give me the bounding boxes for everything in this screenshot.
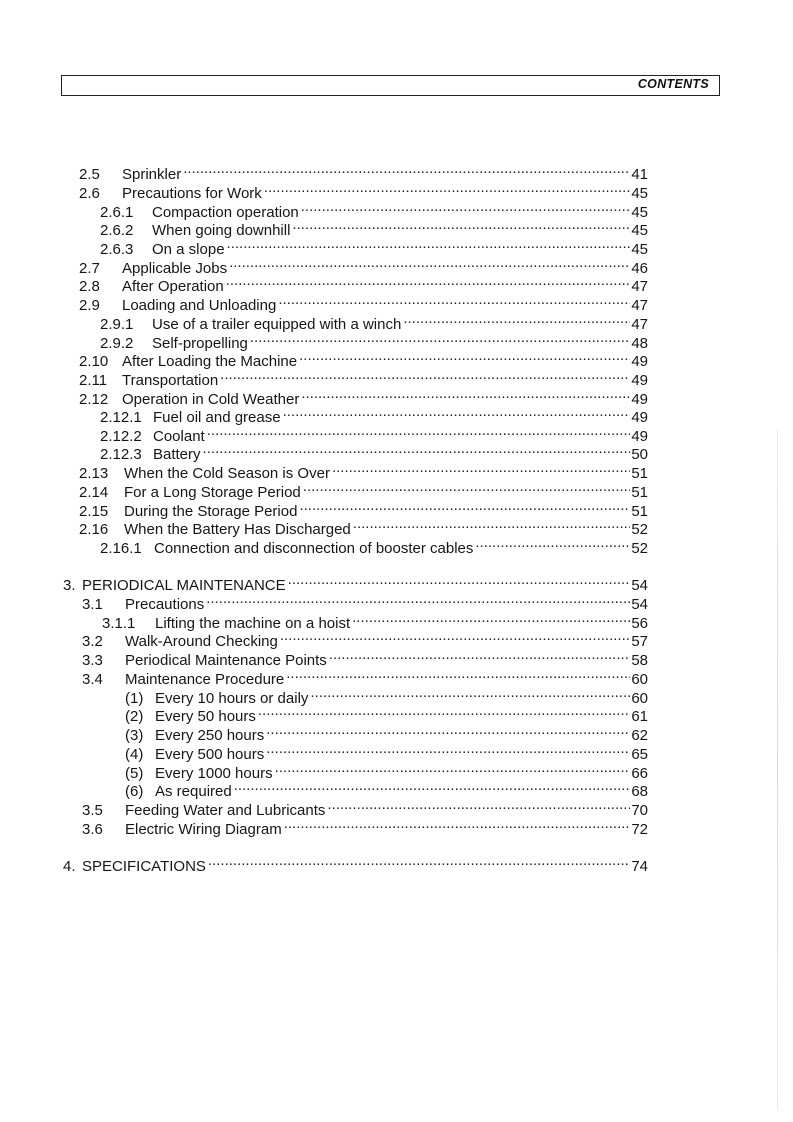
toc-entry-title: As required <box>155 783 232 800</box>
toc-entry[interactable] <box>79 180 648 202</box>
toc-leader-dots <box>183 161 630 179</box>
toc-entry-page: 54 <box>631 596 648 613</box>
toc-entry-title: Every 10 hours or daily <box>155 690 309 707</box>
toc-entry-title: Precautions <box>125 596 205 613</box>
toc-entry-page: 51 <box>631 484 648 501</box>
toc-entry[interactable] <box>82 797 648 819</box>
toc-entry-page: 60 <box>631 690 648 707</box>
toc-leader-dots <box>301 386 630 404</box>
toc-entry[interactable] <box>125 778 648 800</box>
toc-entry-page: 74 <box>631 858 648 875</box>
toc-entry-title: Compaction operation <box>152 204 299 221</box>
toc-leader-dots <box>329 647 631 665</box>
toc-entry[interactable] <box>79 273 648 295</box>
toc-leader-dots <box>288 572 631 590</box>
toc-entry-page: 61 <box>631 708 648 725</box>
toc-entry-title: During the Storage Period <box>124 503 298 520</box>
toc-entry[interactable] <box>79 348 648 370</box>
toc-entry-title: When the Cold Season is Over <box>124 465 330 482</box>
toc-leader-dots <box>299 348 630 366</box>
toc-entry[interactable] <box>125 741 648 763</box>
toc-entry-page: 47 <box>631 278 648 295</box>
toc-entry-page: 45 <box>631 222 648 239</box>
toc-entry-page: 65 <box>631 746 648 763</box>
toc-entry-page: 46 <box>631 260 648 277</box>
toc-leader-dots <box>332 460 630 478</box>
toc-leader-dots <box>226 273 631 291</box>
toc-entry-number: 2.13 <box>79 465 109 482</box>
toc-entry-number: 2.15 <box>79 503 109 520</box>
toc-entry[interactable] <box>79 386 648 408</box>
toc-entry-title: Maintenance Procedure <box>125 671 285 688</box>
toc-entry-number: 2.6 <box>79 185 100 202</box>
toc-entry-title: Every 250 hours <box>155 727 265 744</box>
toc-leader-dots <box>292 217 630 235</box>
toc-entry-number: 2.12.3 <box>100 446 142 463</box>
toc-entry-page: 62 <box>631 727 648 744</box>
toc-entry[interactable] <box>79 460 648 482</box>
toc-entry-title: Coolant <box>153 428 205 445</box>
toc-entry-title: After Operation <box>122 278 224 295</box>
toc-entry[interactable] <box>125 685 648 707</box>
toc-leader-dots <box>303 479 631 497</box>
toc-entry-page: 49 <box>631 428 648 445</box>
toc-entry[interactable] <box>100 441 648 463</box>
toc-entry[interactable] <box>79 292 648 314</box>
toc-entry-number: 2.6.2 <box>100 222 134 239</box>
toc-leader-dots <box>286 666 630 684</box>
toc-entry-number: 2.9.2 <box>100 335 134 352</box>
toc-entry[interactable] <box>79 498 648 520</box>
toc-entry-number: 3.2 <box>82 633 103 650</box>
toc-entry[interactable] <box>125 722 648 744</box>
toc-leader-dots <box>203 441 631 459</box>
toc-entry-title: Every 50 hours <box>155 708 256 725</box>
page-header <box>61 75 720 96</box>
toc-entry-page: 49 <box>631 353 648 370</box>
toc-entry-page: 72 <box>631 821 648 838</box>
toc-entry-number: 2.16.1 <box>100 540 142 557</box>
toc-entry-title: On a slope <box>152 241 225 258</box>
toc-leader-dots <box>275 760 631 778</box>
toc-entry-page: 49 <box>631 391 648 408</box>
toc-entry[interactable] <box>100 535 648 557</box>
toc-entry-page: 45 <box>631 204 648 221</box>
toc-entry-page: 51 <box>631 503 648 520</box>
toc-entry[interactable] <box>82 816 648 838</box>
toc-entry-page: 47 <box>631 297 648 314</box>
toc-entry-title: SPECIFICATIONS <box>82 858 206 875</box>
toc-entry-number: 3.1.1 <box>102 615 136 632</box>
toc-entry[interactable] <box>100 423 648 445</box>
toc-entry-number: 2.6.3 <box>100 241 134 258</box>
toc-leader-dots <box>206 591 630 609</box>
toc-entry[interactable] <box>79 367 648 389</box>
toc-leader-dots <box>229 255 630 273</box>
toc-entry-title: Operation in Cold Weather <box>122 391 300 408</box>
toc-entry-title: Self-propelling <box>152 335 248 352</box>
toc-entry-title: Loading and Unloading <box>122 297 277 314</box>
toc-leader-dots <box>327 797 630 815</box>
toc-entry[interactable] <box>79 516 648 538</box>
toc-entry-page: 45 <box>631 241 648 258</box>
toc-entry-title: Transportation <box>122 372 219 389</box>
toc-entry[interactable] <box>82 628 648 650</box>
toc-entry-title: Walk-Around Checking <box>125 633 278 650</box>
toc-entry-page: 49 <box>631 409 648 426</box>
toc-entry-number: 2.12.1 <box>100 409 142 426</box>
toc-entry-page: 48 <box>631 335 648 352</box>
toc-leader-dots <box>266 722 630 740</box>
toc-entry-number: 3.6 <box>82 821 103 838</box>
toc-entry-title: Precautions for Work <box>122 185 262 202</box>
toc-entry-number: (5) <box>125 765 144 782</box>
toc-entry-page: 45 <box>631 185 648 202</box>
toc-entry-number: (6) <box>125 783 144 800</box>
toc-entry-page: 56 <box>631 615 648 632</box>
toc-entry-number: 2.12.2 <box>100 428 142 445</box>
toc-entry[interactable] <box>79 479 648 501</box>
toc-entry-page: 68 <box>631 783 648 800</box>
toc-entry-number: 2.9.1 <box>100 316 134 333</box>
toc-entry-number: (3) <box>125 727 144 744</box>
toc-entry[interactable] <box>79 161 648 183</box>
toc-entry-number: 2.14 <box>79 484 109 501</box>
toc-entry-number: 2.9 <box>79 297 100 314</box>
toc-entry[interactable] <box>100 311 648 333</box>
toc-entry-chapter[interactable] <box>63 572 648 594</box>
toc-leader-dots <box>299 498 630 516</box>
toc-entry-title: Battery <box>153 446 201 463</box>
toc-entry[interactable] <box>82 591 648 613</box>
toc-entry-page: 52 <box>631 540 648 557</box>
toc-entry-title: Connection and disconnection of booster cables <box>154 540 474 557</box>
toc-entry-title: Use of a trailer equipped with a winch <box>152 316 402 333</box>
toc-entry-number: (2) <box>125 708 144 725</box>
toc-leader-dots <box>250 330 630 348</box>
toc-entry-page: 52 <box>631 521 648 538</box>
toc-leader-dots <box>278 292 630 310</box>
toc-entry[interactable] <box>125 760 648 782</box>
toc-entry-page: 51 <box>631 465 648 482</box>
toc-leader-dots <box>284 816 631 834</box>
toc-leader-dots <box>353 516 631 534</box>
toc-entry-number: 2.10 <box>79 353 109 370</box>
toc-entry-page: 58 <box>631 652 648 669</box>
toc-entry-page: 47 <box>631 316 648 333</box>
toc-leader-dots <box>234 778 631 796</box>
toc-entry-title: Every 500 hours <box>155 746 265 763</box>
toc-entry[interactable] <box>100 236 648 258</box>
toc-entry-title: PERIODICAL MAINTENANCE <box>82 577 286 594</box>
toc-entry-page: 49 <box>631 372 648 389</box>
toc-entry-title: After Loading the Machine <box>122 353 298 370</box>
toc-entry-page: 70 <box>631 802 648 819</box>
toc-entry-title: Periodical Maintenance Points <box>125 652 327 669</box>
toc-entry-page: 57 <box>631 633 648 650</box>
toc-entry-title: When going downhill <box>152 222 291 239</box>
toc-entry-number: 3.1 <box>82 596 103 613</box>
toc-entry[interactable] <box>100 330 648 352</box>
toc-entry-number: 2.5 <box>79 166 100 183</box>
toc-leader-dots <box>264 180 631 198</box>
toc-leader-dots <box>280 628 630 646</box>
toc-leader-dots <box>301 199 631 217</box>
toc-entry-page: 41 <box>631 166 648 183</box>
header-title: CONTENTS <box>637 77 709 91</box>
toc-entry-number: (4) <box>125 746 144 763</box>
toc-entry[interactable] <box>82 647 648 669</box>
toc-leader-dots <box>207 423 631 441</box>
toc-entry-title: For a Long Storage Period <box>124 484 301 501</box>
toc-entry-title: Applicable Jobs <box>122 260 228 277</box>
toc-leader-dots <box>227 236 631 254</box>
scan-edge-line <box>777 430 778 1110</box>
toc-leader-dots <box>258 703 630 721</box>
toc-entry[interactable] <box>100 199 648 221</box>
toc-entry[interactable] <box>100 404 648 426</box>
toc-entry[interactable] <box>79 255 648 277</box>
toc-entry-number: 2.16 <box>79 521 109 538</box>
toc-leader-dots <box>403 311 630 329</box>
toc-entry-title: Fuel oil and grease <box>153 409 281 426</box>
toc-entry[interactable] <box>102 610 648 632</box>
toc-entry-number: 3.4 <box>82 671 103 688</box>
toc-entry-page: 66 <box>631 765 648 782</box>
toc-entry-page: 60 <box>631 671 648 688</box>
toc-entry[interactable] <box>82 666 648 688</box>
toc-entry-number: 2.6.1 <box>100 204 134 221</box>
toc-entry-number: 2.7 <box>79 260 100 277</box>
toc-entry-number: 3. <box>63 577 76 594</box>
toc-entry[interactable] <box>125 703 648 725</box>
toc-entry-number: (1) <box>125 690 144 707</box>
toc-entry-number: 2.11 <box>79 372 108 389</box>
toc-entry-title: When the Battery Has Discharged <box>124 521 351 538</box>
toc-entry-title: Sprinkler <box>122 166 182 183</box>
toc-entry-title: Lifting the machine on a hoist <box>155 615 351 632</box>
toc-entry-title: Feeding Water and Lubricants <box>125 802 326 819</box>
toc-entry-number: 2.12 <box>79 391 109 408</box>
toc-entry-number: 4. <box>63 858 76 875</box>
toc-leader-dots <box>475 535 630 553</box>
toc-leader-dots <box>266 741 630 759</box>
toc-entry-title: Electric Wiring Diagram <box>125 821 282 838</box>
toc-leader-dots <box>352 610 630 628</box>
toc-leader-dots <box>208 853 630 871</box>
toc-leader-dots <box>310 685 630 703</box>
toc-entry-page: 50 <box>631 446 648 463</box>
toc-entry-chapter[interactable] <box>63 853 648 875</box>
toc-entry-title: Every 1000 hours <box>155 765 273 782</box>
toc-entry-page: 54 <box>631 577 648 594</box>
toc-entry-number: 2.8 <box>79 278 100 295</box>
toc-entry-number: 3.5 <box>82 802 103 819</box>
toc-entry-number: 3.3 <box>82 652 103 669</box>
toc-leader-dots <box>220 367 630 385</box>
toc-entry[interactable] <box>100 217 648 239</box>
toc-leader-dots <box>283 404 631 422</box>
